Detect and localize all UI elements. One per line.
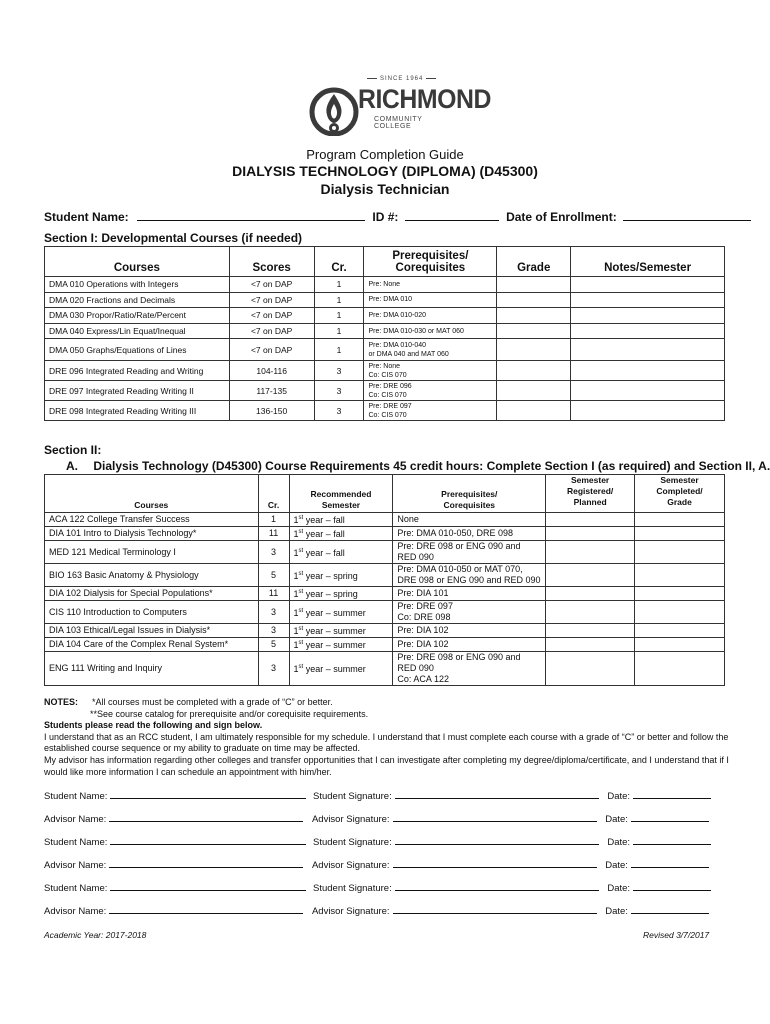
course-name: BIO 163 Basic Anatomy & Physiology — [45, 564, 259, 587]
advisor-name-label: Advisor Name: — [44, 860, 107, 871]
date-label: Date: — [607, 883, 631, 894]
advisor-signature-field[interactable] — [393, 812, 597, 822]
notes-cell[interactable] — [571, 401, 725, 421]
course-credits: 5 — [258, 638, 289, 652]
col-courses: Courses — [45, 247, 230, 277]
student-signature-field[interactable] — [395, 835, 599, 845]
grade-cell[interactable] — [497, 277, 571, 293]
course-prereq: Pre: None — [364, 277, 497, 293]
section-2a-title — [66, 459, 770, 473]
completed-cell[interactable] — [635, 564, 725, 587]
course-prereq: Pre: DRE 097 Co: DRE 098 — [393, 601, 546, 624]
enrollment-field[interactable] — [623, 209, 751, 221]
grade-cell[interactable] — [497, 339, 571, 361]
student-name-field[interactable] — [110, 789, 306, 799]
student-signature-field[interactable] — [395, 881, 599, 891]
student-id-line — [44, 209, 751, 224]
completed-cell[interactable] — [635, 527, 725, 541]
col-completed: Semester Completed/ Grade — [635, 475, 725, 513]
course-name: DRE 098 Integrated Reading Writing III — [45, 401, 230, 421]
course-requirements-table — [44, 474, 725, 686]
table-row — [45, 381, 725, 401]
id-label: ID #: — [372, 210, 399, 224]
col-cr: Cr. — [314, 247, 364, 277]
table-row — [45, 587, 725, 601]
student-signature-label: Student Signature: — [313, 883, 392, 894]
course-prereq: Pre: DMA 010-040 or DMA 040 and MAT 060 — [364, 339, 497, 361]
course-prereq: Pre: DRE 098 or ENG 090 and RED 090 — [393, 541, 546, 564]
advisor-signature-label: Advisor Signature: — [311, 860, 390, 871]
recommended-semester: 1st year – fall — [289, 527, 393, 541]
date-label: Date: — [607, 837, 631, 848]
table-row — [45, 513, 725, 527]
course-prereq: Pre: DMA 010-050 or MAT 070, DRE 098 or ENG 090 and RED 090 — [393, 564, 546, 587]
completed-cell[interactable] — [635, 601, 725, 624]
course-name: DRE 096 Integrated Reading and Writing — [45, 361, 230, 381]
registered-cell[interactable] — [546, 601, 635, 624]
course-credits: 3 — [314, 361, 364, 381]
recommended-semester: 1st year – fall — [289, 541, 393, 564]
col-prereq: Prerequisites/ Corequisites — [364, 247, 497, 277]
completed-cell[interactable] — [635, 652, 725, 686]
revised-date: Revised 3/7/2017 — [643, 930, 710, 940]
grade-cell[interactable] — [497, 361, 571, 381]
table-row — [45, 339, 725, 361]
table-row — [45, 292, 725, 308]
recommended-semester: 1st year – spring — [289, 564, 393, 587]
course-prereq: Pre: DMA 010-050, DRE 098 — [393, 527, 546, 541]
signature-row — [44, 835, 711, 848]
course-credits: 3 — [258, 541, 289, 564]
registered-cell[interactable] — [546, 541, 635, 564]
course-prereq: Pre: DRE 097 Co: CIS 070 — [364, 401, 497, 421]
recommended-semester: 1st year – summer — [289, 624, 393, 638]
course-credits: 11 — [258, 527, 289, 541]
recommended-semester: 1st year – summer — [289, 652, 393, 686]
notes-line-1: *All courses must be completed with a grade of “C” or better. — [92, 697, 333, 707]
completed-cell[interactable] — [635, 624, 725, 638]
col-notes: Notes/Semester — [571, 247, 725, 277]
col-rec-semester: Recommended Semester — [289, 475, 393, 513]
notes-paragraph-2: My advisor has information regarding other colleges and transfer opportunities that I can investigate after completing my degree/diploma/certificate, and I understand that if I would like more information I can schedule an appointment with him/her. — [44, 754, 729, 777]
course-credits: 5 — [258, 564, 289, 587]
course-credits: 3 — [258, 652, 289, 686]
notes-please: Students please read the following and sign below. — [44, 720, 263, 731]
notes-block — [44, 697, 734, 778]
notes-cell[interactable] — [571, 361, 725, 381]
student-signature-field[interactable] — [395, 789, 599, 799]
date-field[interactable] — [631, 904, 709, 914]
college-logo — [308, 76, 491, 140]
course-name: MED 121 Medical Terminology I — [45, 541, 259, 564]
course-credits: 1 — [314, 292, 364, 308]
registered-cell[interactable] — [546, 638, 635, 652]
table-row — [45, 308, 725, 324]
course-name: DMA 010 Operations with Integers — [45, 277, 230, 293]
table-row — [45, 323, 725, 339]
date-field[interactable] — [631, 858, 709, 868]
student-signature-label: Student Signature: — [313, 837, 392, 848]
student-name-field[interactable] — [110, 881, 306, 891]
course-credits: 11 — [258, 587, 289, 601]
academic-year: Academic Year: 2017-2018 — [44, 930, 147, 940]
course-credits: 3 — [314, 401, 364, 421]
notes-cell[interactable] — [571, 277, 725, 293]
date-label: Date: — [605, 814, 628, 825]
recommended-semester: 1st year – summer — [289, 638, 393, 652]
course-credits: 1 — [314, 308, 364, 324]
course-credits: 3 — [258, 601, 289, 624]
course-credits: 3 — [314, 381, 364, 401]
col-registered: Semester Registered/ Planned — [546, 475, 635, 513]
signature-row — [44, 789, 711, 802]
course-name: DMA 020 Fractions and Decimals — [45, 292, 230, 308]
course-credits: 1 — [314, 339, 364, 361]
date-label: Date: — [607, 791, 631, 802]
table-row — [45, 564, 725, 587]
notes-paragraph-1: I understand that as an RCC student, I am ultimately responsible for my schedule. I understand that I must complete each course with a grade of “C” or better and follow the established course sequence or my ability to graduate on time may be affected. — [44, 731, 729, 754]
program-title: DIALYSIS TECHNOLOGY (DIPLOMA) (D45300) — [232, 163, 538, 179]
section-2a-letter: A. — [66, 459, 78, 473]
student-name-field[interactable] — [137, 209, 365, 221]
notes-cell[interactable] — [571, 323, 725, 339]
advisor-name-label: Advisor Name: — [44, 814, 107, 825]
grade-cell[interactable] — [497, 401, 571, 421]
col-prereq: Prerequisites/ Corequisites — [393, 475, 546, 513]
course-name: ENG 111 Writing and Inquiry — [45, 652, 259, 686]
course-prereq: Pre: DIA 101 — [393, 587, 546, 601]
student-signature-label: Student Signature: — [313, 791, 392, 802]
grade-cell[interactable] — [497, 323, 571, 339]
table-row — [45, 401, 725, 421]
completed-cell[interactable] — [635, 513, 725, 527]
col-scores: Scores — [229, 247, 314, 277]
signature-row — [44, 812, 709, 825]
table-row — [45, 541, 725, 564]
course-name: DMA 030 Propor/Ratio/Rate/Percent — [45, 308, 230, 324]
date-field[interactable] — [633, 789, 711, 799]
course-credits: 1 — [258, 513, 289, 527]
col-courses: Courses — [45, 475, 259, 513]
table-row — [45, 527, 725, 541]
course-name: ACA 122 College Transfer Success — [45, 513, 259, 527]
course-credits: 1 — [314, 277, 364, 293]
table-header-row — [45, 247, 725, 277]
table-row — [45, 601, 725, 624]
registered-cell[interactable] — [546, 587, 635, 601]
advisor-name-field[interactable] — [109, 858, 303, 868]
course-name: DIA 101 Intro to Dialysis Technology* — [45, 527, 259, 541]
program-subtitle: Dialysis Technician — [320, 181, 450, 197]
grade-cell[interactable] — [497, 381, 571, 401]
logo-since: SINCE 1964 — [364, 76, 439, 82]
registered-cell[interactable] — [546, 513, 635, 527]
notes-cell[interactable] — [571, 308, 725, 324]
registered-cell[interactable] — [546, 624, 635, 638]
signature-row — [44, 858, 709, 871]
logo-subtitle: COMMUNITY COLLEGE — [374, 116, 423, 130]
date-label: Date: — [605, 906, 628, 917]
grade-cell[interactable] — [497, 308, 571, 324]
course-prereq: Pre: DRE 098 or ENG 090 and RED 090 Co: ACA 122 — [393, 652, 546, 686]
date-field[interactable] — [633, 835, 711, 845]
advisor-name-field[interactable] — [109, 904, 303, 914]
advisor-name-field[interactable] — [109, 812, 303, 822]
notes-cell[interactable] — [571, 292, 725, 308]
student-name-label: Student Name: — [44, 883, 108, 894]
flame-gear-icon — [308, 84, 360, 136]
course-prereq: Pre: DRE 096 Co: CIS 070 — [364, 381, 497, 401]
table-row — [45, 361, 725, 381]
notes-label: NOTES: — [44, 697, 79, 707]
registered-cell[interactable] — [546, 527, 635, 541]
advisor-name-label: Advisor Name: — [44, 906, 107, 917]
developmental-courses-table — [44, 246, 725, 421]
table-row — [45, 638, 725, 652]
course-prereq: None — [393, 513, 546, 527]
course-prereq: Pre: DIA 102 — [393, 624, 546, 638]
section-2-title: Section II: — [44, 443, 102, 457]
course-name: DIA 102 Dialysis for Special Populations* — [45, 587, 259, 601]
completed-cell[interactable] — [635, 587, 725, 601]
notes-cell[interactable] — [571, 339, 725, 361]
advisor-signature-field[interactable] — [393, 858, 597, 868]
table-row — [45, 652, 725, 686]
course-name: CIS 110 Introduction to Computers — [45, 601, 259, 624]
registered-cell[interactable] — [546, 564, 635, 587]
student-name-field[interactable] — [110, 835, 306, 845]
recommended-semester: 1st year – summer — [289, 601, 393, 624]
course-score: <7 on DAP — [229, 308, 314, 324]
enrollment-label: Date of Enrollment: — [506, 210, 617, 224]
course-score: 117-135 — [229, 381, 314, 401]
section-2a-text: Dialysis Technology (D45300) Course Requirements 45 credit hours: Complete Section I (as required) and Section II, A. — [93, 459, 770, 473]
grade-cell[interactable] — [497, 292, 571, 308]
course-name: DIA 103 Ethical/Legal Issues in Dialysis* — [45, 624, 259, 638]
course-prereq: Pre: None Co: CIS 070 — [364, 361, 497, 381]
advisor-signature-field[interactable] — [393, 904, 597, 914]
table-row — [45, 624, 725, 638]
col-cr: Cr. — [258, 475, 289, 513]
course-credits: 3 — [258, 624, 289, 638]
course-prereq: Pre: DMA 010 — [364, 292, 497, 308]
completed-cell[interactable] — [635, 541, 725, 564]
section-1-title: Section I: Developmental Courses (if needed) — [44, 231, 303, 245]
guide-title: Program Completion Guide — [306, 147, 464, 162]
course-score: <7 on DAP — [229, 323, 314, 339]
student-name-label: Student Name: — [44, 210, 129, 224]
date-field[interactable] — [633, 881, 711, 891]
course-prereq: Pre: DIA 102 — [393, 638, 546, 652]
course-credits: 1 — [314, 323, 364, 339]
course-prereq: Pre: DMA 010-020 — [364, 308, 497, 324]
table-header-row — [45, 475, 725, 513]
course-name: DMA 040 Express/Lin Equat/Inequal — [45, 323, 230, 339]
date-field[interactable] — [631, 812, 709, 822]
table-row — [45, 277, 725, 293]
course-score: <7 on DAP — [229, 339, 314, 361]
signature-row — [44, 881, 711, 894]
course-name: DRE 097 Integrated Reading Writing II — [45, 381, 230, 401]
advisor-signature-label: Advisor Signature: — [311, 814, 390, 825]
signature-row — [44, 904, 709, 917]
student-name-label: Student Name: — [44, 791, 108, 802]
date-label: Date: — [605, 860, 628, 871]
course-score: 136-150 — [229, 401, 314, 421]
registered-cell[interactable] — [546, 652, 635, 686]
logo-name: RICHMOND — [358, 84, 491, 114]
course-name: DIA 104 Care of the Complex Renal System* — [45, 638, 259, 652]
course-prereq: Pre: DMA 010-030 or MAT 060 — [364, 323, 497, 339]
course-name: DMA 050 Graphs/Equations of Lines — [45, 339, 230, 361]
advisor-signature-label: Advisor Signature: — [311, 906, 390, 917]
notes-line-2: **See course catalog for prerequisite and/or corequisite requirements. — [90, 708, 369, 719]
notes-cell[interactable] — [571, 381, 725, 401]
student-name-label: Student Name: — [44, 837, 108, 848]
completed-cell[interactable] — [635, 638, 725, 652]
col-grade: Grade — [497, 247, 571, 277]
course-score: <7 on DAP — [229, 292, 314, 308]
course-score: 104-116 — [229, 361, 314, 381]
recommended-semester: 1st year – spring — [289, 587, 393, 601]
course-score: <7 on DAP — [229, 277, 314, 293]
recommended-semester: 1st year – fall — [289, 513, 393, 527]
id-field[interactable] — [405, 209, 499, 221]
